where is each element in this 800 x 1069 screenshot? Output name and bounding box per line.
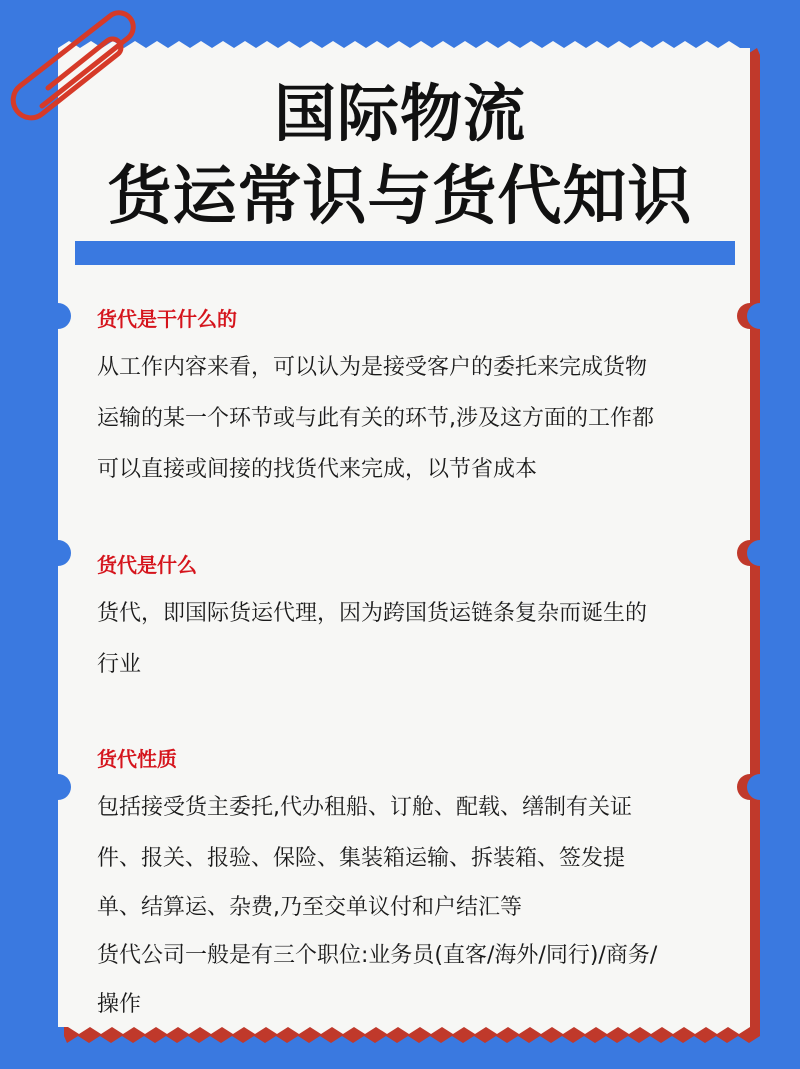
page-title-line-2: 货运常识与货代知识 [107,160,693,234]
paragraph-line: 单、结算运、杂费,乃至交单议付和户结汇等 [97,895,522,920]
section-heading-what-forwarders-do: 货代是干什么的 [97,307,237,331]
paragraph-line: 从工作内容来看，可以认为是接受客户的委托来完成货物 [97,355,648,380]
section-heading-forwarding-nature: 货代性质 [97,747,177,771]
paragraph-line: 操作 [97,992,142,1017]
page-title-line-1: 国际物流 [273,77,526,150]
section-heading-what-is-forwarding: 货代是什么 [97,553,197,577]
paragraph-line: 行业 [97,652,142,677]
paragraph-line: 货代，即国际货运代理，因为跨国货运链条复杂而诞生的 [97,601,648,626]
paragraph-line: 包括接受货主委托,代办租船、订舱、配载、缮制有关证 [97,795,632,820]
title-underline-bar [75,241,735,265]
paragraph-line: 可以直接或间接的找货代来完成，以节省成本 [97,457,538,482]
paragraph-line: 运输的某一个环节或与此有关的环节,涉及这方面的工作都 [97,406,654,431]
paragraph-line: 货代公司一般是有三个职位:业务员(直客/海外/同行)/商务/ [97,943,658,968]
paragraph-line: 件、报关、报验、保险、集装箱运输、拆装箱、签发提 [97,846,626,871]
